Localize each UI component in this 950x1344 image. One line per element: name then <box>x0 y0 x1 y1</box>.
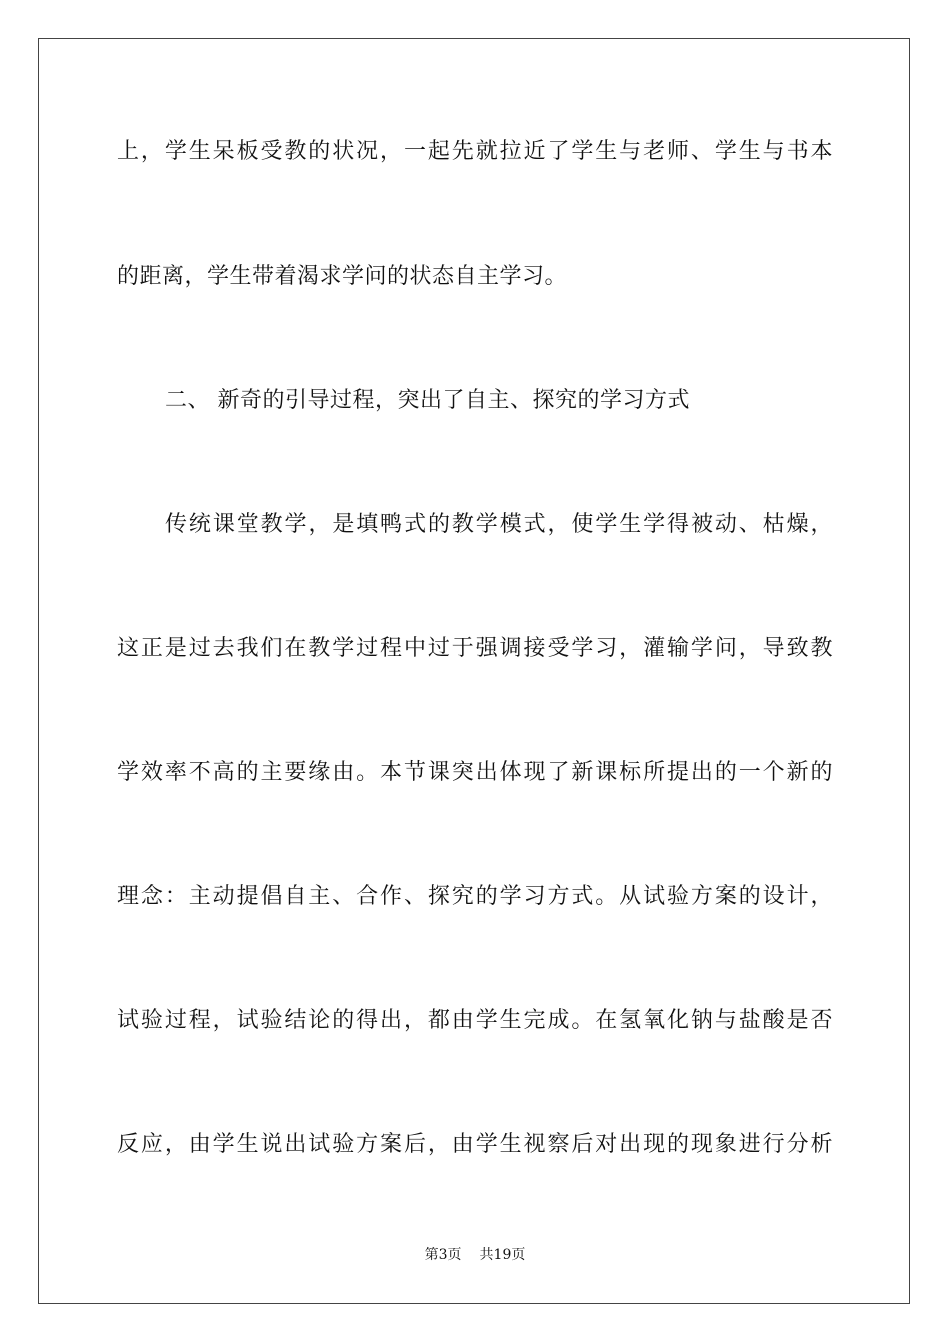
page-total: 共19页 <box>479 1247 526 1263</box>
body-line-1: 上，学生呆板受教的状况，一起先就拉近了学生与老师、学生与书本 <box>117 139 833 164</box>
body-line-7: 试验过程，试验结论的得出，都由学生完成。在氢氧化钠与盐酸是否 <box>117 1008 833 1033</box>
section-heading: 二、 新奇的引导过程，突出了自主、探究的学习方式 <box>165 388 690 413</box>
page-footer <box>0 1246 950 1264</box>
body-line-6: 理念：主动提倡自主、合作、探究的学习方式。从试验方案的设计， <box>117 884 833 909</box>
page-number: 第3页 <box>424 1247 462 1263</box>
body-line-5: 学效率不高的主要缘由。本节课突出体现了新课标所提出的一个新的 <box>117 760 833 785</box>
body-line-8: 反应，由学生说出试验方案后，由学生视察后对出现的现象进行分析 <box>117 1132 833 1157</box>
body-line-2: 的距离，学生带着渴求学问的状态自主学习。 <box>117 264 568 289</box>
body-line-3: 传统课堂教学，是填鸭式的教学模式，使学生学得被动、枯燥， <box>165 512 833 537</box>
body-line-4: 这正是过去我们在教学过程中过于强调接受学习，灌输学问，导致教 <box>117 636 833 661</box>
page-border <box>38 38 910 1304</box>
